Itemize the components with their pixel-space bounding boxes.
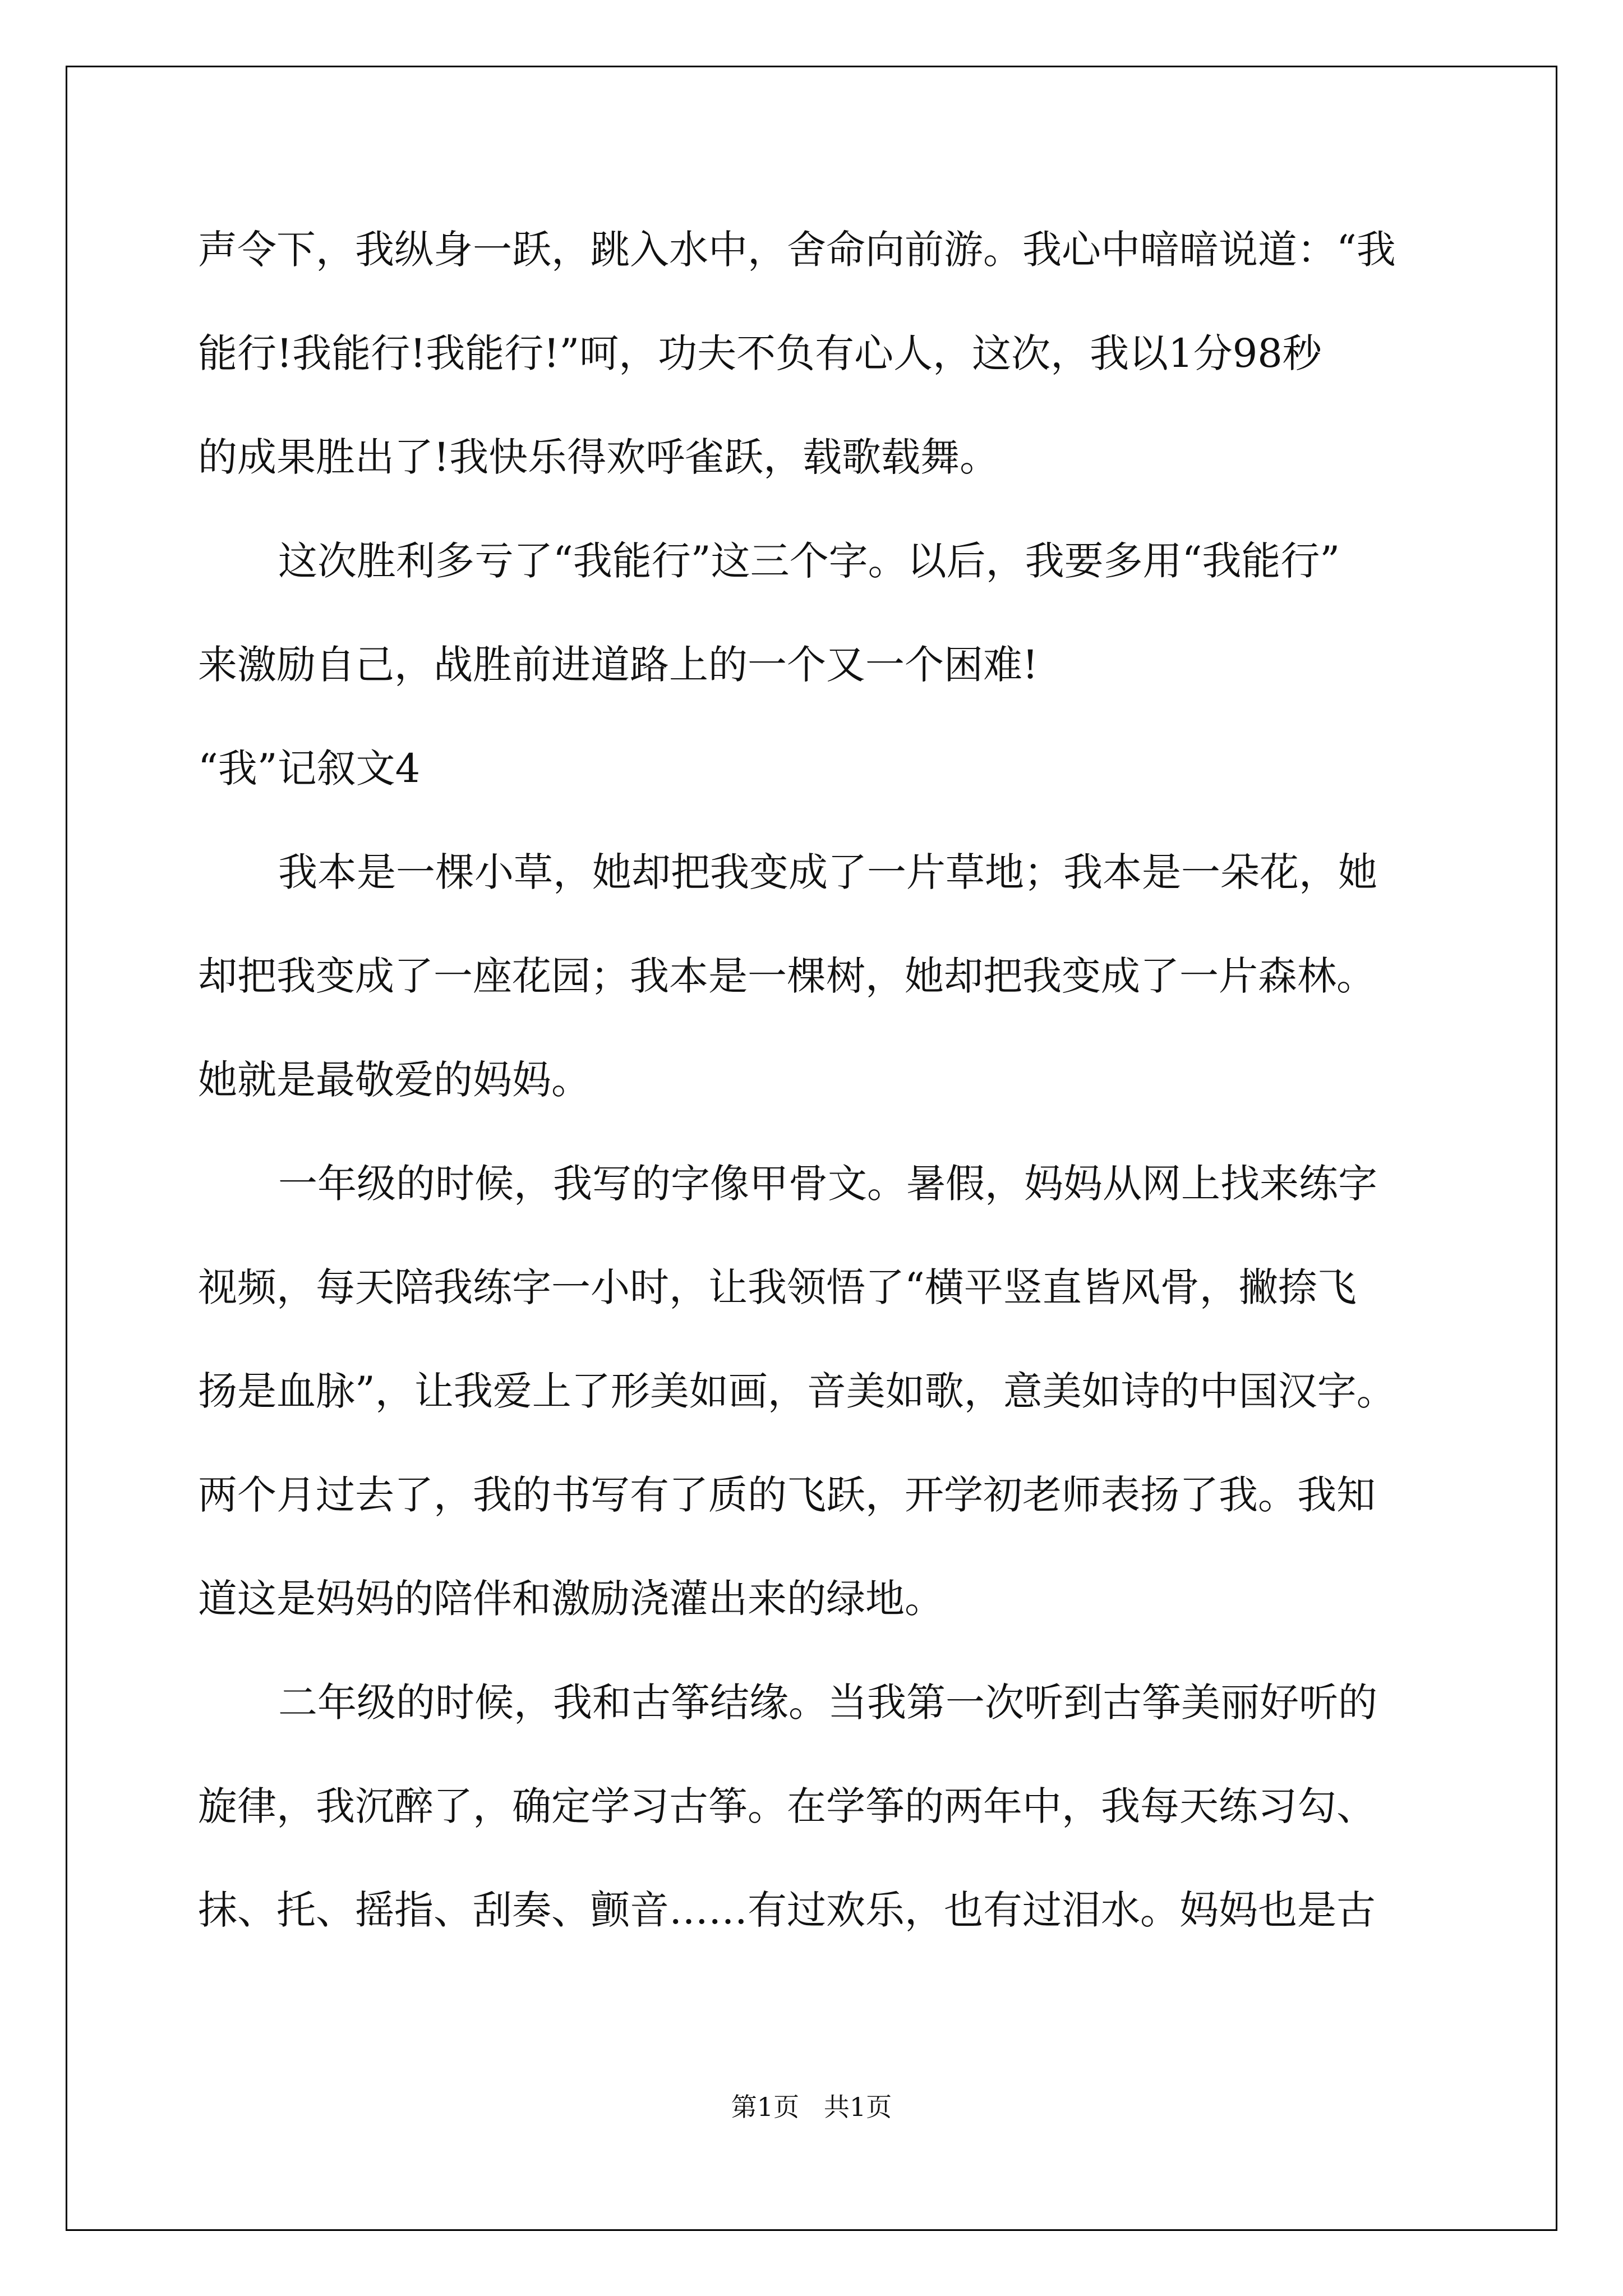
text-line: 扬是血脉”，让我爱上了形美如画，音美如歌，意美如诗的中国汉字。 <box>198 1368 1396 1414</box>
text-line: 的成果胜出了!我快乐得欢呼雀跃，载歌载舞。 <box>198 434 999 480</box>
text-line: 能行!我能行!我能行!”呵，功夫不负有心人，这次，我以1分98秒 <box>198 330 1322 376</box>
text-line: 两个月过去了，我的书写有了质的飞跃，开学初老师表扬了我。我知 <box>198 1472 1376 1518</box>
text-line: 我本是一棵小草，她却把我变成了一片草地；我本是一朵花，她 <box>278 849 1377 895</box>
text-line: 声令下，我纵身一跃，跳入水中，舍命向前游。我心中暗暗说道：“我 <box>198 227 1396 273</box>
text-line: 抹、托、摇指、刮奏、颤音……有过欢乐，也有过泪水。妈妈也是古 <box>198 1887 1376 1933</box>
text-line: 视频，每天陪我练字一小时，让我领悟了“横平竖直皆风骨，撇捺飞 <box>198 1264 1357 1310</box>
section-heading: “我”记叙文4 <box>198 746 421 792</box>
text-line: 这次胜利多亏了“我能行”这三个字。以后，我要多用“我能行” <box>278 538 1340 584</box>
text-line: 来激励自己，战胜前进道路上的一个又一个困难! <box>198 642 1039 688</box>
page-footer: 第1页 共1页 <box>731 2092 892 2122</box>
text-line: 却把我变成了一座花园；我本是一棵树，她却把我变成了一片森林。 <box>198 953 1376 999</box>
text-line: 一年级的时候，我写的字像甲骨文。暑假，妈妈从网上找来练字 <box>278 1161 1377 1207</box>
text-line: 二年级的时候，我和古筝结缘。当我第一次听到古筝美丽好听的 <box>278 1680 1377 1726</box>
text-line: 道这是妈妈的陪伴和激励浇灌出来的绿地。 <box>198 1576 944 1622</box>
text-line: 她就是最敬爱的妈妈。 <box>198 1057 591 1103</box>
text-line: 旋律，我沉醉了，确定学习古筝。在学筝的两年中，我每天练习勾、 <box>198 1783 1376 1829</box>
